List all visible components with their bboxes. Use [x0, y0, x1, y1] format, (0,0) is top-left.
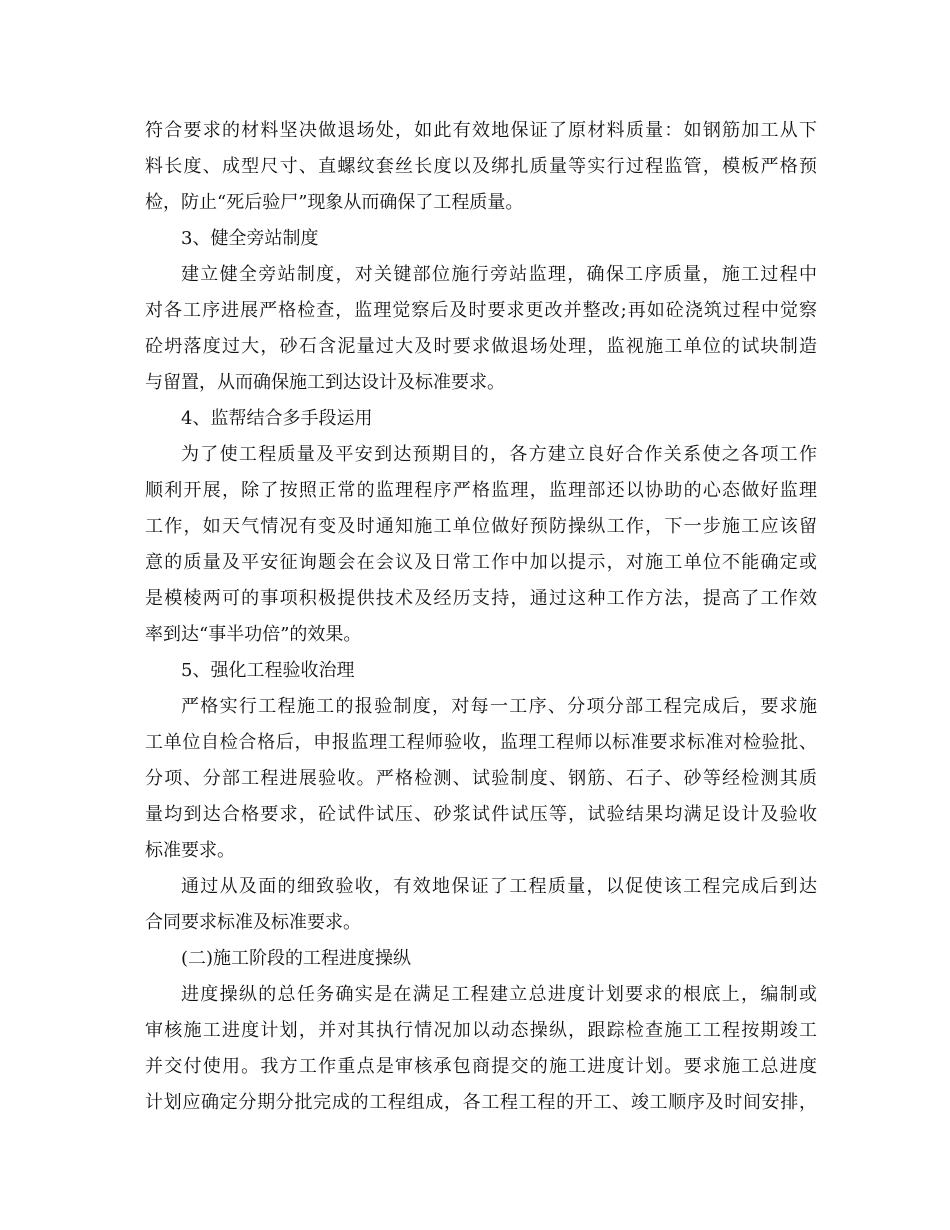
paragraph-line: 是模棱两可的事项积极提供技术及经历支持，通过这种工作方法，提高了工作效 — [145, 588, 817, 609]
paragraph-line: 通过从及面的细致验收，有效地保证了工程质量，以促使该工程完成后到达 — [181, 876, 817, 897]
paragraph-line: 顺利开展，除了按照正常的监理程序严格监理，监理部还以协助的心态做好监理 — [145, 480, 817, 501]
paragraph-line: 标准要求。 — [145, 840, 235, 861]
paragraph-line: 量均到达合格要求，砼试件试压、砂浆试件试压等，试验结果均满足设计及验收 — [145, 804, 817, 825]
paragraph-line: 与留置，从而确保施工到达设计及标准要求。 — [145, 372, 505, 393]
paragraph-line: 进度操纵的总任务确实是在满足工程建立总进度计划要求的根底上，编制或 — [181, 984, 817, 1005]
paragraph-line: 合同要求标准及标准要求。 — [145, 912, 361, 933]
paragraph-line: 砼坍落度过大，砂石含泥量过大及时要求做退场处理，监视施工单位的试块制造 — [145, 336, 817, 357]
paragraph-line: 料长度、成型尺寸、直螺纹套丝长度以及绑扎质量等实行过程监管，模板严格预 — [145, 156, 817, 177]
paragraph-line: 工作，如天气情况有变及时通知施工单位做好预防操纵工作，下一步施工应该留 — [145, 516, 817, 537]
paragraph-line: 率到达“事半功倍”的效果。 — [145, 624, 362, 645]
paragraph-line: 分项、分部工程进展验收。严格检测、试验制度、钢筋、石子、砂等经检测其质 — [145, 768, 817, 789]
section-heading: 4、监帮结合多手段运用 — [181, 408, 373, 429]
paragraph-line: 建立健全旁站制度，对关键部位施行旁站监理，确保工序质量，施工过程中 — [181, 264, 817, 285]
paragraph-line: 检，防止“死后验尸”现象从而确保了工程质量。 — [145, 192, 524, 213]
section-heading: (二)施工阶段的工程进度操纵 — [181, 948, 412, 969]
paragraph-line: 符合要求的材料坚决做退场处，如此有效地保证了原材料质量：如钢筋加工从下 — [145, 120, 817, 141]
paragraph-line: 计划应确定分期分批完成的工程组成，各工程工程的开工、竣工顺序及时间安排， — [145, 1092, 817, 1113]
paragraph-line: 并交付使用。我方工作重点是审核承包商提交的施工进度计划。要求施工总进度 — [145, 1056, 817, 1077]
paragraph-line: 为了使工程质量及平安到达预期目的，各方建立良好合作关系使之各项工作 — [181, 444, 817, 465]
document-body — [145, 113, 817, 1121]
paragraph-line: 对各工序进展严格检查，监理觉察后及时要求更改并整改;再如砼浇筑过程中觉察 — [145, 300, 817, 321]
section-heading: 5、强化工程验收治理 — [181, 660, 355, 681]
paragraph-line: 工单位自检合格后，申报监理工程师验收，监理工程师以标准要求标准对检验批、 — [145, 732, 817, 753]
paragraph-line: 意的质量及平安征询题会在会议及日常工作中加以提示，对施工单位不能确定或 — [145, 552, 817, 573]
paragraph-line: 严格实行工程施工的报验制度，对每一工序、分项分部工程完成后，要求施 — [181, 696, 817, 717]
paragraph-line: 审核施工进度计划，并对其执行情况加以动态操纵，跟踪检查施工工程按期竣工 — [145, 1020, 817, 1041]
section-heading: 3、健全旁站制度 — [181, 228, 319, 249]
